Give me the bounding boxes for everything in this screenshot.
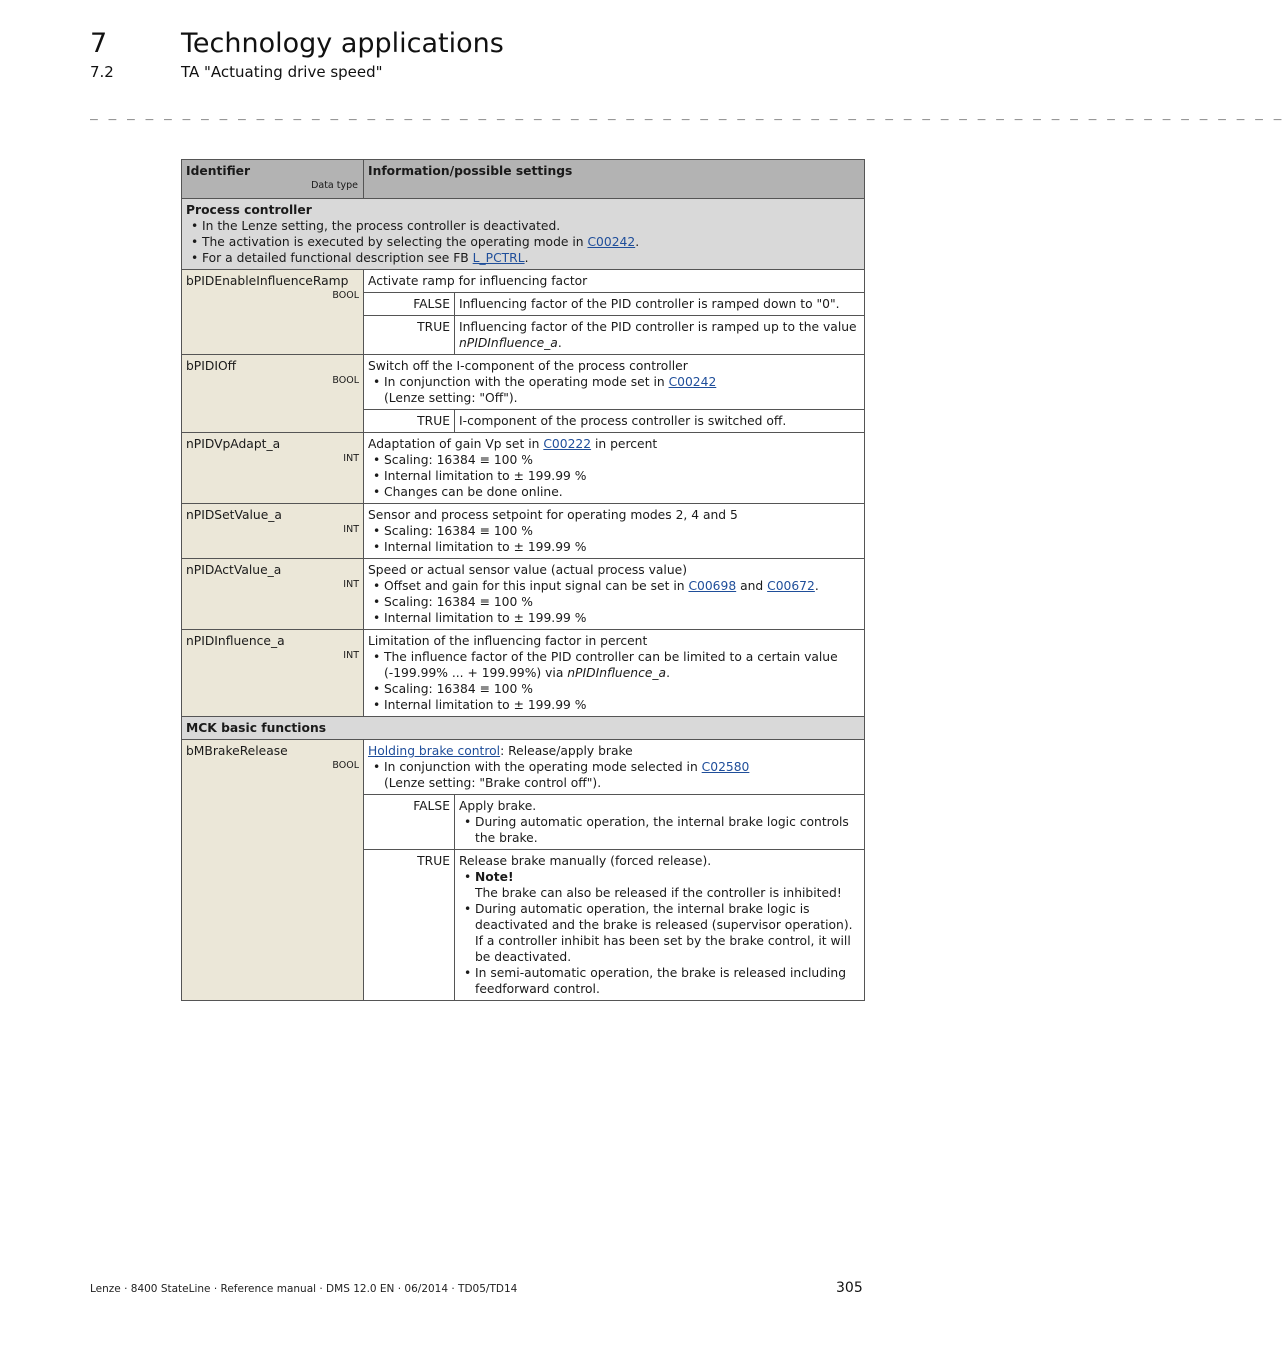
bullet-list <box>368 374 860 406</box>
text: In conjunction with the operating mode set in <box>384 375 669 389</box>
identifier-label: Identifier <box>186 164 251 178</box>
bullet-list <box>368 452 860 500</box>
description-text <box>368 436 860 452</box>
lenze-setting-note: (Lenze setting: "Brake control off"). <box>384 776 602 790</box>
list-item <box>384 374 860 406</box>
list-item: • Scaling: 16384 ≡ 100 % <box>384 452 860 468</box>
bullet-list <box>368 523 860 555</box>
description-cell <box>364 740 865 795</box>
list-item <box>384 578 860 594</box>
table-row <box>182 270 865 293</box>
bullet-list <box>368 759 860 791</box>
text: Adaptation of gain Vp set in <box>368 437 544 451</box>
link-c00242[interactable]: C00242 <box>668 375 717 389</box>
identifier-cell <box>182 504 364 559</box>
table-header-row <box>182 160 865 199</box>
value-description <box>455 795 865 850</box>
table-row <box>182 355 865 410</box>
parameter-table <box>181 159 865 1001</box>
list-item: • Scaling: 16384 ≡ 100 % <box>384 681 860 697</box>
bullet-list <box>459 814 860 846</box>
value-text: Release brake manually (forced release). <box>459 854 712 868</box>
text: For a detailed functional description see FB <box>202 251 473 265</box>
bullet-list <box>368 578 860 626</box>
identifier-cell <box>182 559 364 630</box>
table-row <box>182 433 865 504</box>
identifier-name: bPIDIOff <box>186 359 237 373</box>
list-item <box>202 250 860 266</box>
list-item: • Internal limitation to ± 199.99 % <box>384 468 860 484</box>
header-info: Information/possible settings <box>364 160 865 199</box>
bullet-list <box>459 869 860 997</box>
bullet-list <box>186 218 860 266</box>
value-cell: TRUE <box>364 850 455 1001</box>
list-item: • During automatic operation, the internal brake logic is deactivated and the brake is released (supervisor operation). If a controller inhibit has been set by the brake control, it will be deactivated. <box>475 901 860 965</box>
header-separator: _ _ _ _ _ _ _ _ _ _ _ _ _ _ _ _ _ _ _ _ _ _ _ _ _ _ _ _ _ _ _ _ _ _ _ _ _ _ _ _ _ _ _ _ _ _ _ _ _ _ _ _ _ _ _ _ _ _ _ _ _ _ _ _ _ <box>90 106 1283 121</box>
section-mck-basic-functions <box>182 717 865 740</box>
link-c00222[interactable]: C00222 <box>543 437 592 451</box>
list-item: • During automatic operation, the internal brake logic controls the brake. <box>475 814 860 846</box>
list-item: • In semi-automatic operation, the brake is released including feedforward control. <box>475 965 860 997</box>
datatype-label: Data type <box>311 180 358 191</box>
value-description <box>455 316 865 355</box>
section-title: TA "Actuating drive speed" <box>181 63 383 81</box>
identifier-name: nPIDSetValue_a <box>186 508 282 522</box>
variable-name: nPIDInfluence_a <box>567 666 667 680</box>
list-item: • Changes can be done online. <box>384 484 860 500</box>
list-item: • Internal limitation to ± 199.99 % <box>384 697 860 713</box>
identifier-cell <box>182 270 364 355</box>
value-description: Influencing factor of the PID controller is ramped down to "0". <box>455 293 865 316</box>
description-text: Switch off the I-component of the process controller <box>368 359 688 373</box>
text: Offset and gain for this input signal can be set in <box>384 579 689 593</box>
identifier-name: bPIDEnableInfluenceRamp <box>186 274 349 288</box>
description-cell: Activate ramp for influencing factor <box>364 270 865 293</box>
list-item: • Internal limitation to ± 199.99 % <box>384 610 860 626</box>
description-cell <box>364 433 865 504</box>
value-description <box>455 850 865 1001</box>
section-row <box>182 199 865 270</box>
list-item: • In the Lenze setting, the process controller is deactivated. <box>202 218 860 234</box>
link-c02580[interactable]: C02580 <box>701 760 750 774</box>
data-type: INT <box>343 650 359 661</box>
description-cell <box>364 355 865 410</box>
description-text: Sensor and process setpoint for operating modes 2, 4 and 5 <box>368 508 738 522</box>
description-cell <box>364 559 865 630</box>
identifier-cell <box>182 433 364 504</box>
text: . <box>666 666 671 680</box>
data-type: INT <box>343 579 359 590</box>
lenze-setting-note: (Lenze setting: "Off"). <box>384 391 518 405</box>
link-c00698[interactable]: C00698 <box>688 579 737 593</box>
identifier-name: nPIDInfluence_a <box>186 634 285 648</box>
description-text <box>368 743 860 759</box>
list-item <box>384 759 860 791</box>
chapter-title: Technology applications <box>181 28 504 59</box>
value-description: I-component of the process controller is switched off. <box>455 410 865 433</box>
table-row <box>182 630 865 717</box>
identifier-name: nPIDVpAdapt_a <box>186 437 281 451</box>
text: . <box>524 251 529 265</box>
table-row <box>182 559 865 630</box>
description-cell <box>364 630 865 717</box>
value-cell: FALSE <box>364 293 455 316</box>
text: . <box>814 579 819 593</box>
list-item: • Scaling: 16384 ≡ 100 % <box>384 594 860 610</box>
value-cell: FALSE <box>364 795 455 850</box>
section-number: 7.2 <box>90 63 114 81</box>
data-type: INT <box>343 524 359 535</box>
text: : Release/apply brake <box>500 744 633 758</box>
section-title: Process controller <box>186 203 312 217</box>
identifier-cell <box>182 355 364 433</box>
description-text: Limitation of the influencing factor in percent <box>368 634 648 648</box>
footer-document-info: Lenze · 8400 StateLine · Reference manual · DMS 12.0 EN · 06/2014 · TD05/TD14 <box>90 1283 518 1295</box>
identifier-name: nPIDActValue_a <box>186 563 282 577</box>
list-item <box>384 649 860 681</box>
data-type: BOOL <box>332 290 359 301</box>
text: Influencing factor of the PID controller is ramped up to the value <box>459 320 857 334</box>
chapter-number: 7 <box>90 28 108 59</box>
section-title: MCK basic functions <box>186 721 327 735</box>
value-cell: TRUE <box>364 316 455 355</box>
description-cell <box>364 504 865 559</box>
table-row <box>182 740 865 795</box>
section-row <box>182 717 865 740</box>
table-row <box>182 504 865 559</box>
page-number: 305 <box>836 1280 863 1296</box>
link-l-pctrl[interactable]: L_PCTRL <box>472 251 525 265</box>
value-cell: TRUE <box>364 410 455 433</box>
variable-name: nPIDInfluence_a <box>459 336 558 350</box>
link-c00672[interactable]: C00672 <box>767 579 815 593</box>
data-type: BOOL <box>332 760 359 771</box>
text: The influence factor of the PID controller can be limited to a certain value (-199.99% ... + 199.99%) via <box>384 650 838 680</box>
identifier-name: bMBrakeRelease <box>186 744 288 758</box>
list-item: • Scaling: 16384 ≡ 100 % <box>384 523 860 539</box>
text: The activation is executed by selecting the operating mode in <box>202 235 588 249</box>
text: . <box>635 235 640 249</box>
link-c00242[interactable]: C00242 <box>587 235 636 249</box>
bullet-list <box>368 649 860 713</box>
text: in percent <box>591 437 658 451</box>
value-text: Apply brake. <box>459 799 537 813</box>
section-process-controller <box>182 199 865 270</box>
identifier-cell <box>182 740 364 1001</box>
text: . <box>557 336 562 350</box>
list-item <box>202 234 860 250</box>
header-identifier <box>182 160 364 199</box>
note-text: The brake can also be released if the controller is inhibited! <box>475 886 842 900</box>
text: and <box>736 579 768 593</box>
text: In conjunction with the operating mode selected in <box>384 760 702 774</box>
note-title: Note! <box>475 870 514 884</box>
description-text: Speed or actual sensor value (actual process value) <box>368 563 687 577</box>
data-type: BOOL <box>332 375 359 386</box>
link-holding-brake-control[interactable]: Holding brake control <box>368 744 501 758</box>
identifier-cell <box>182 630 364 717</box>
list-item: • Internal limitation to ± 199.99 % <box>384 539 860 555</box>
data-type: INT <box>343 453 359 464</box>
list-item <box>475 869 860 901</box>
